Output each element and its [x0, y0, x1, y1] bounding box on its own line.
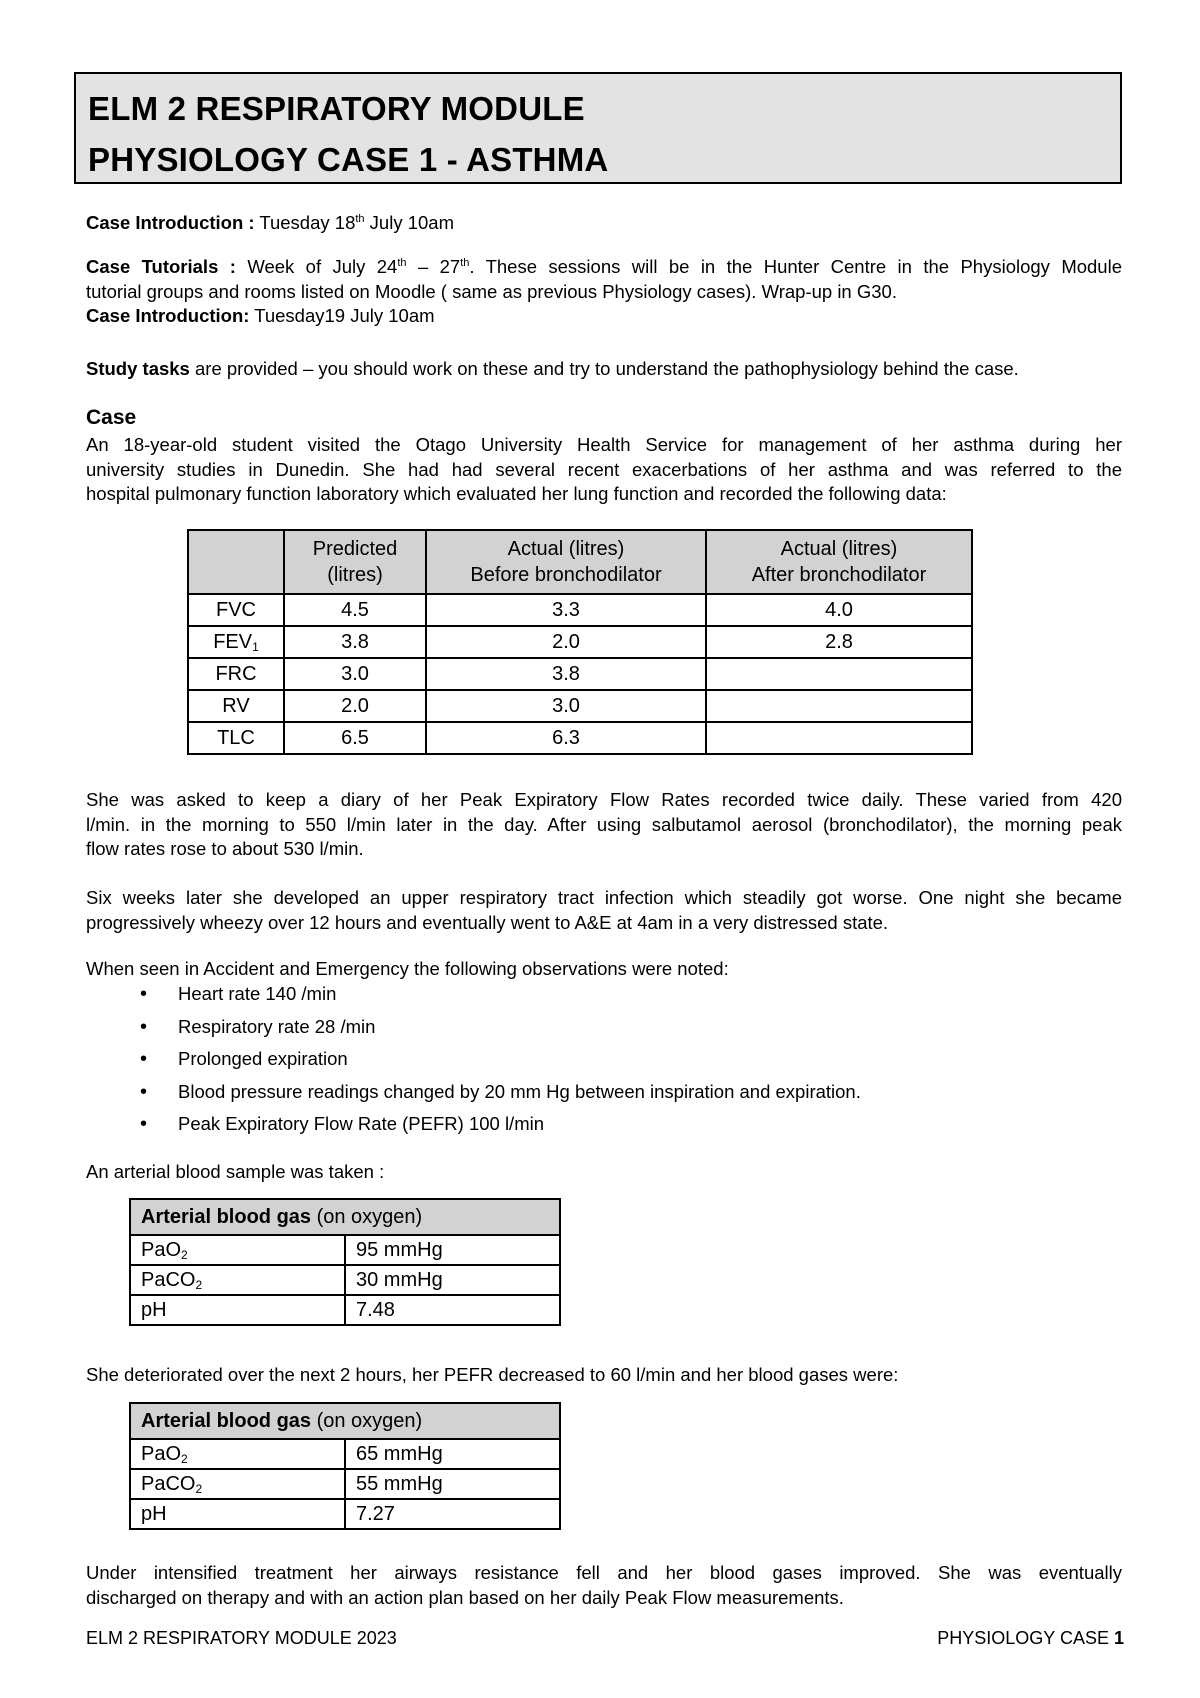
- case-tutorials-label: Case Tutorials :: [86, 256, 236, 277]
- case-heading: Case: [86, 406, 137, 429]
- ae-intro: When seen in Accident and Emergency the following observations were noted:: [86, 958, 729, 979]
- case-introduction-line: Case Introduction : Tuesday 18th July 10am: [86, 212, 455, 233]
- arterial-blood-gas-table-1: [129, 1198, 561, 1326]
- case-tutorials-paragraph: Case Tutorials : Week of July 24th – 27th. These sessions will be in the Hunter Centre in the Physiology Module tutorial groups and rooms listed on Moodle ( same as previous Physiology cases). Wrap-up in G30. Case Introduction: Tuesday19 July 10am: [86, 255, 1122, 329]
- module-title: ELM 2 RESPIRATORY MODULE: [88, 90, 585, 127]
- table-header-cell: Actual (litres) After bronchodilator: [706, 530, 972, 594]
- list-item: • Heart rate 140 /min: [86, 982, 1086, 1015]
- table-row: pH 7.48: [130, 1295, 560, 1325]
- abg-intro: An arterial blood sample was taken :: [86, 1161, 385, 1182]
- title-box: [74, 72, 1122, 184]
- list-item: • Respiratory rate 28 /min: [86, 1015, 1086, 1048]
- table-header-row: [188, 530, 972, 594]
- study-tasks-line: Study tasks are provided – you should work on these and try to understand the pathophysiology behind the case.: [86, 358, 1019, 379]
- list-item: • Blood pressure readings changed by 20 mm Hg between inspiration and expiration.: [86, 1080, 1086, 1113]
- list-item: • Prolonged expiration: [86, 1047, 1086, 1080]
- table-header-row: Arterial blood gas (on oxygen): [130, 1403, 560, 1439]
- table-header-cell: Actual (litres) Before bronchodilator: [426, 530, 706, 594]
- list-item: • Peak Expiratory Flow Rate (PEFR) 100 l/min: [86, 1112, 1086, 1145]
- arterial-blood-gas-table-2: [129, 1402, 561, 1530]
- table-row: FRC 3.0 3.8: [188, 658, 972, 690]
- lung-function-table: [187, 529, 973, 755]
- footer-left: ELM 2 RESPIRATORY MODULE 2023: [86, 1628, 397, 1648]
- table-row: pH 7.27: [130, 1499, 560, 1529]
- table-row: $FEV_1$ 3.8 2.0 2.8: [188, 626, 972, 658]
- observations-list: [86, 982, 1086, 1145]
- table-header-row: Arterial blood gas (on oxygen): [130, 1199, 560, 1235]
- outcome-paragraph: Under intensified treatment her airways resistance fell and her blood gases improved. She was eventually discharged on therapy and with an action plan based on her daily Peak Flow measurements.: [86, 1562, 1122, 1608]
- table-row: TLC 6.5 6.3: [188, 722, 972, 754]
- case-title: PHYSIOLOGY CASE 1 - ASTHMA: [88, 141, 609, 178]
- table-row: PaCO$_2$ 30 mmHg: [130, 1265, 560, 1295]
- case-introduction-label: Case Introduction :: [86, 212, 255, 233]
- case-paragraph: An 18-year-old student visited the Otago University Health Service for management of her asthma during her university studies in Dunedin. She had had several recent exacerbations of her asthma and was referred to the hospital pulmonary function laboratory which evaluated her lung function and recorded the following data:: [86, 434, 1122, 504]
- table-row: PaO$_2$ 65 mmHg: [130, 1439, 560, 1469]
- table-header-cell: Predicted (litres): [284, 530, 426, 594]
- footer-right: PHYSIOLOGY CASE 1: [937, 1628, 1124, 1648]
- peak-flow-diary-paragraph: She was asked to keep a diary of her Peak Expiratory Flow Rates recorded twice daily. These varied from 420 l/min. in the morning to 550 l/min later in the day. After using salbutamol aerosol (bronchodilator), the morning peak flow rates rose to about 530 l/min.: [86, 789, 1122, 859]
- table-row: PaCO$_2$ 55 mmHg: [130, 1469, 560, 1499]
- table-row: FVC 4.5 3.3 4.0: [188, 594, 972, 626]
- table-row: RV 2.0 3.0: [188, 690, 972, 722]
- table-header-cell: [188, 530, 284, 594]
- deterioration-line: She deteriorated over the next 2 hours, her PEFR decreased to 60 l/min and her blood gases were:: [86, 1364, 899, 1385]
- case-introduction-2-line: Case Introduction: Tuesday19 July 10am: [86, 305, 435, 326]
- infection-paragraph: Six weeks later she developed an upper respiratory tract infection which steadily got worse. One night she became progressively wheezy over 12 hours and eventually went to A&E at 4am in a very distressed state.: [86, 887, 1122, 933]
- table-row: PaO$_2$ 95 mmHg: [130, 1235, 560, 1265]
